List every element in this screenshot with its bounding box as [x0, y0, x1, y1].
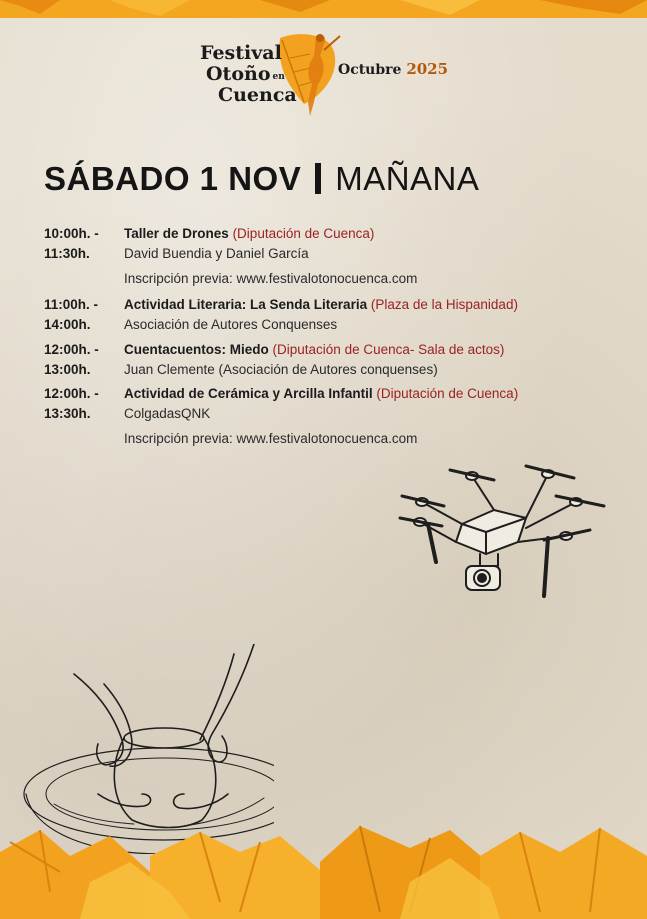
event-end-time: 11:30h.	[44, 246, 90, 261]
event-start-time: 12:00h. -	[44, 342, 99, 357]
event-description	[124, 340, 594, 380]
autumn-leaves-icon	[0, 812, 647, 919]
event-description	[124, 224, 594, 289]
event-description	[124, 384, 594, 449]
logo-line-otono: Otoño en	[206, 63, 285, 85]
event-note: Inscripción previa: www.festivalotonocuenca.com	[124, 271, 418, 286]
event-title: Actividad de Cerámica y Arcilla Infantil	[124, 386, 373, 401]
event-location: (Diputación de Cuenca)	[232, 226, 375, 241]
event-start-time: 10:00h. -	[44, 226, 99, 241]
event-end-time: 14:00h.	[44, 317, 91, 332]
event-end-time: 13:00h.	[44, 362, 91, 377]
heading-separator	[315, 163, 321, 194]
event-times	[44, 340, 124, 380]
festival-logo	[196, 30, 456, 122]
event-times	[44, 384, 124, 424]
logo-date: Octubre 2025	[338, 60, 449, 78]
event-description	[124, 295, 594, 335]
event-title: Taller de Drones	[124, 226, 229, 241]
event-detail: David Buendia y Daniel García	[124, 246, 309, 261]
page-heading	[44, 160, 479, 198]
event-end-time: 13:30h.	[44, 406, 91, 421]
drone-icon	[398, 458, 610, 603]
event-detail: Asociación de Autores Conquenses	[124, 317, 338, 332]
event-start-time: 11:00h. -	[44, 297, 99, 312]
event-location: (Diputación de Cuenca)	[376, 386, 519, 401]
event-start-time: 12:00h. -	[44, 386, 99, 401]
event-detail: ColgadasQNK	[124, 406, 211, 421]
top-leaves-band	[0, 0, 647, 18]
event-times	[44, 224, 124, 264]
logo-line-cuenca: Cuenca	[218, 84, 297, 106]
event-detail: Juan Clemente (Asociación de Autores conquenses)	[124, 362, 438, 377]
heading-day: SÁBADO 1 NOV	[44, 160, 302, 197]
event-note: Inscripción previa: www.festivalotonocuenca.com	[124, 431, 418, 446]
logo-line-festival: Festival	[200, 42, 282, 64]
event-title: Cuentacuentos: Miedo	[124, 342, 269, 357]
event-title: Actividad Literaria: La Senda Literaria	[124, 297, 368, 312]
heading-part: MAÑANA	[335, 160, 480, 197]
event-location: (Diputación de Cuenca- Sala de actos)	[272, 342, 505, 357]
event-times	[44, 295, 124, 335]
event-location: (Plaza de la Hispanidad)	[370, 297, 518, 312]
